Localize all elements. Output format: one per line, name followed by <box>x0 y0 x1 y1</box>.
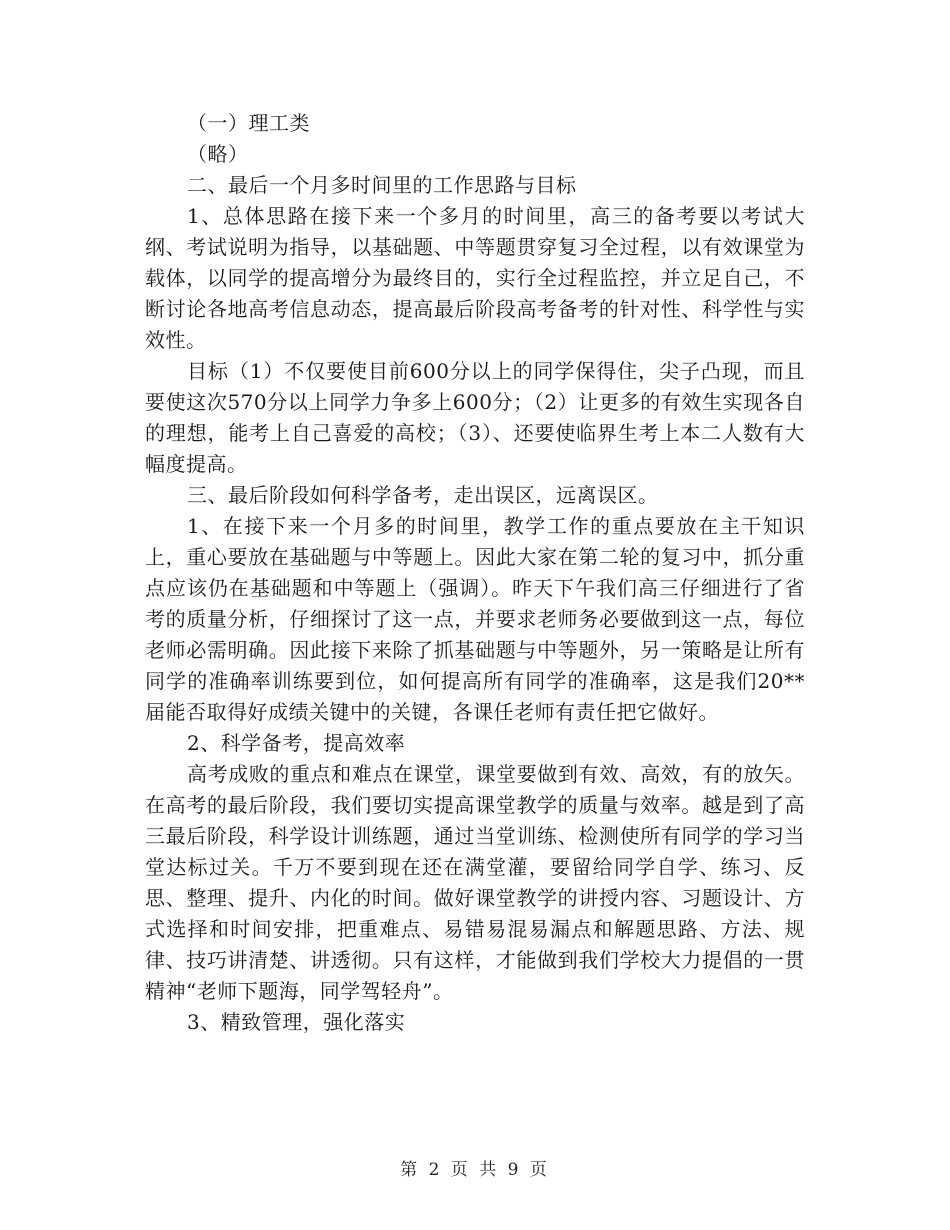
heading-science-engineering: （一）理工类 <box>187 111 310 135</box>
page-number-footer: 第 2 页 共 9 页 <box>400 1160 550 1180</box>
paragraph-classroom-efficiency: 高考成败的重点和难点在课堂，课堂要做到有效、高效，有的放矢。在高考的最后阶段，我们要切实提高课堂教学的质量与效率。越是到了高三最后阶段，科学设计训练题，通过当堂训练、检测使所有同学的学习当堂达标过关。千万不要到现在还在满堂灌，要留给同学自学、练习、反思、整理、提升、内化的时间。做好课堂教学的讲授内容、习题设计、方式选择和时间安排，把重难点、易错易混易漏点和解题思路、方法、规律、技巧讲清楚、讲透彻。只有这样，才能做到我们学校大力提倡的一贯精神“老师下题海，同学驾轻舟”。 <box>145 762 805 1003</box>
paragraph-goals: 目标（1）不仅要使目前600分以上的同学保得住，尖子凸现，而且要使这次570分以上同学力争多上600分；（2）让更多的有效生实现各自的理想，能考上自己喜爱的高校；（3）、还要使临界生考上本二人数有大幅度提高。 <box>145 359 805 476</box>
paragraph-teaching-focus: 1、在接下来一个月多的时间里，教学工作的重点要放在主干知识上，重心要放在基础题与中等题上。因此大家在第二轮的复习中，抓分重点应该仍在基础题和中等题上（强调）。昨天下午我们高三仔细进行了省考的质量分析，仔细探讨了这一点，并要求老师务必要做到这一点，每位老师必需明确。因此接下来除了抓基础题与中等题外，另一策略是让所有同学的准确率训练要到位，如何提高所有同学的准确率，这是我们20**届能否取得好成绩关键中的关键，各课任老师有责任把它做好。 <box>145 514 805 724</box>
section-heading-3: 三、最后阶段如何科学备考，走出误区，远离误区。 <box>187 483 659 507</box>
omitted-note: （略） <box>187 142 249 166</box>
paragraph-overall-approach: 1、总体思路在接下来一个多月的时间里，高三的备考要以考试大纲、考试说明为指导，以基础题、中等题贯穿复习全过程，以有效课堂为载体，以同学的提高增分为最终目的，实行全过程监控，并立足自己，不断讨论各地高考信息动态，提高最后阶段高考备考的针对性、科学性与实效性。 <box>145 204 805 352</box>
section-heading-2: 二、最后一个月多时间里的工作思路与目标 <box>187 173 577 197</box>
subheading-scientific-prep: 2、科学备考，提高效率 <box>187 731 406 755</box>
document-body <box>145 108 805 1038</box>
subheading-refined-management: 3、精致管理，强化落实 <box>187 1010 406 1034</box>
